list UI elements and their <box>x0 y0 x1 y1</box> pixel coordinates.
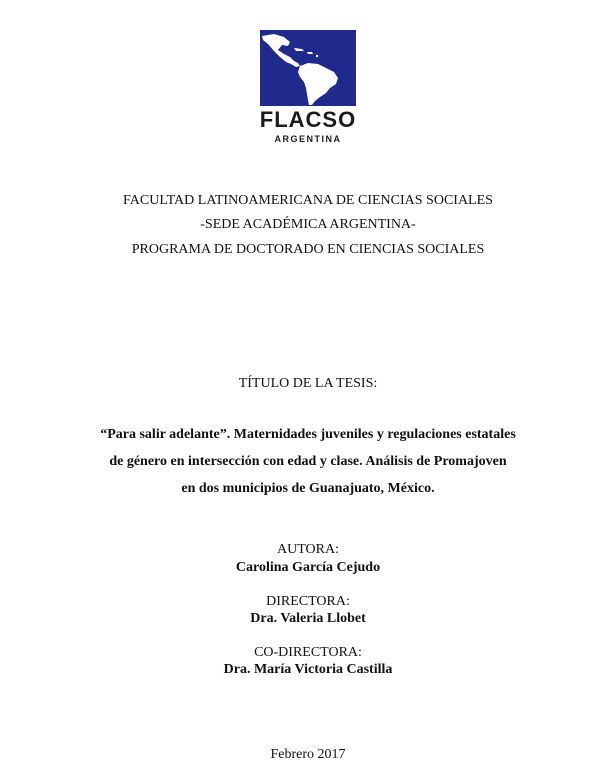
institution-seat: -SEDE ACADÉMICA ARGENTINA- <box>200 217 416 232</box>
thesis-title-label: TÍTULO DE LA TESIS: <box>238 376 378 391</box>
logo-wordmark: FLACSO <box>259 107 357 132</box>
logo-subtitle: ARGENTINA <box>274 134 342 144</box>
thesis-title-line: de género en intersección con edad y clase. Análisis de Promajoven <box>109 454 507 469</box>
codirector-name: Dra. María Victoria Castilla <box>223 662 393 677</box>
flacso-logo <box>244 30 372 146</box>
author-name: Carolina García Cejudo <box>235 560 381 575</box>
author-label: AUTORA: <box>277 542 339 557</box>
thesis-title-line: “Para salir adelante”. Maternidades juveniles y regulaciones estatales <box>100 427 516 442</box>
codirector-label: CO-DIRECTORA: <box>254 645 362 660</box>
thesis-title-line: en dos municipios de Guanajuato, México. <box>181 481 435 496</box>
submission-date: Febrero 2017 <box>270 747 346 762</box>
latin-america-map-icon <box>260 30 356 106</box>
program-name: PROGRAMA DE DOCTORADO EN CIENCIAS SOCIALES <box>131 242 485 257</box>
director-name: Dra. Valeria Llobet <box>250 611 366 626</box>
institution-name: FACULTAD LATINOAMERICANA DE CIENCIAS SOCIALES <box>123 193 493 208</box>
director-label: DIRECTORA: <box>266 594 350 609</box>
